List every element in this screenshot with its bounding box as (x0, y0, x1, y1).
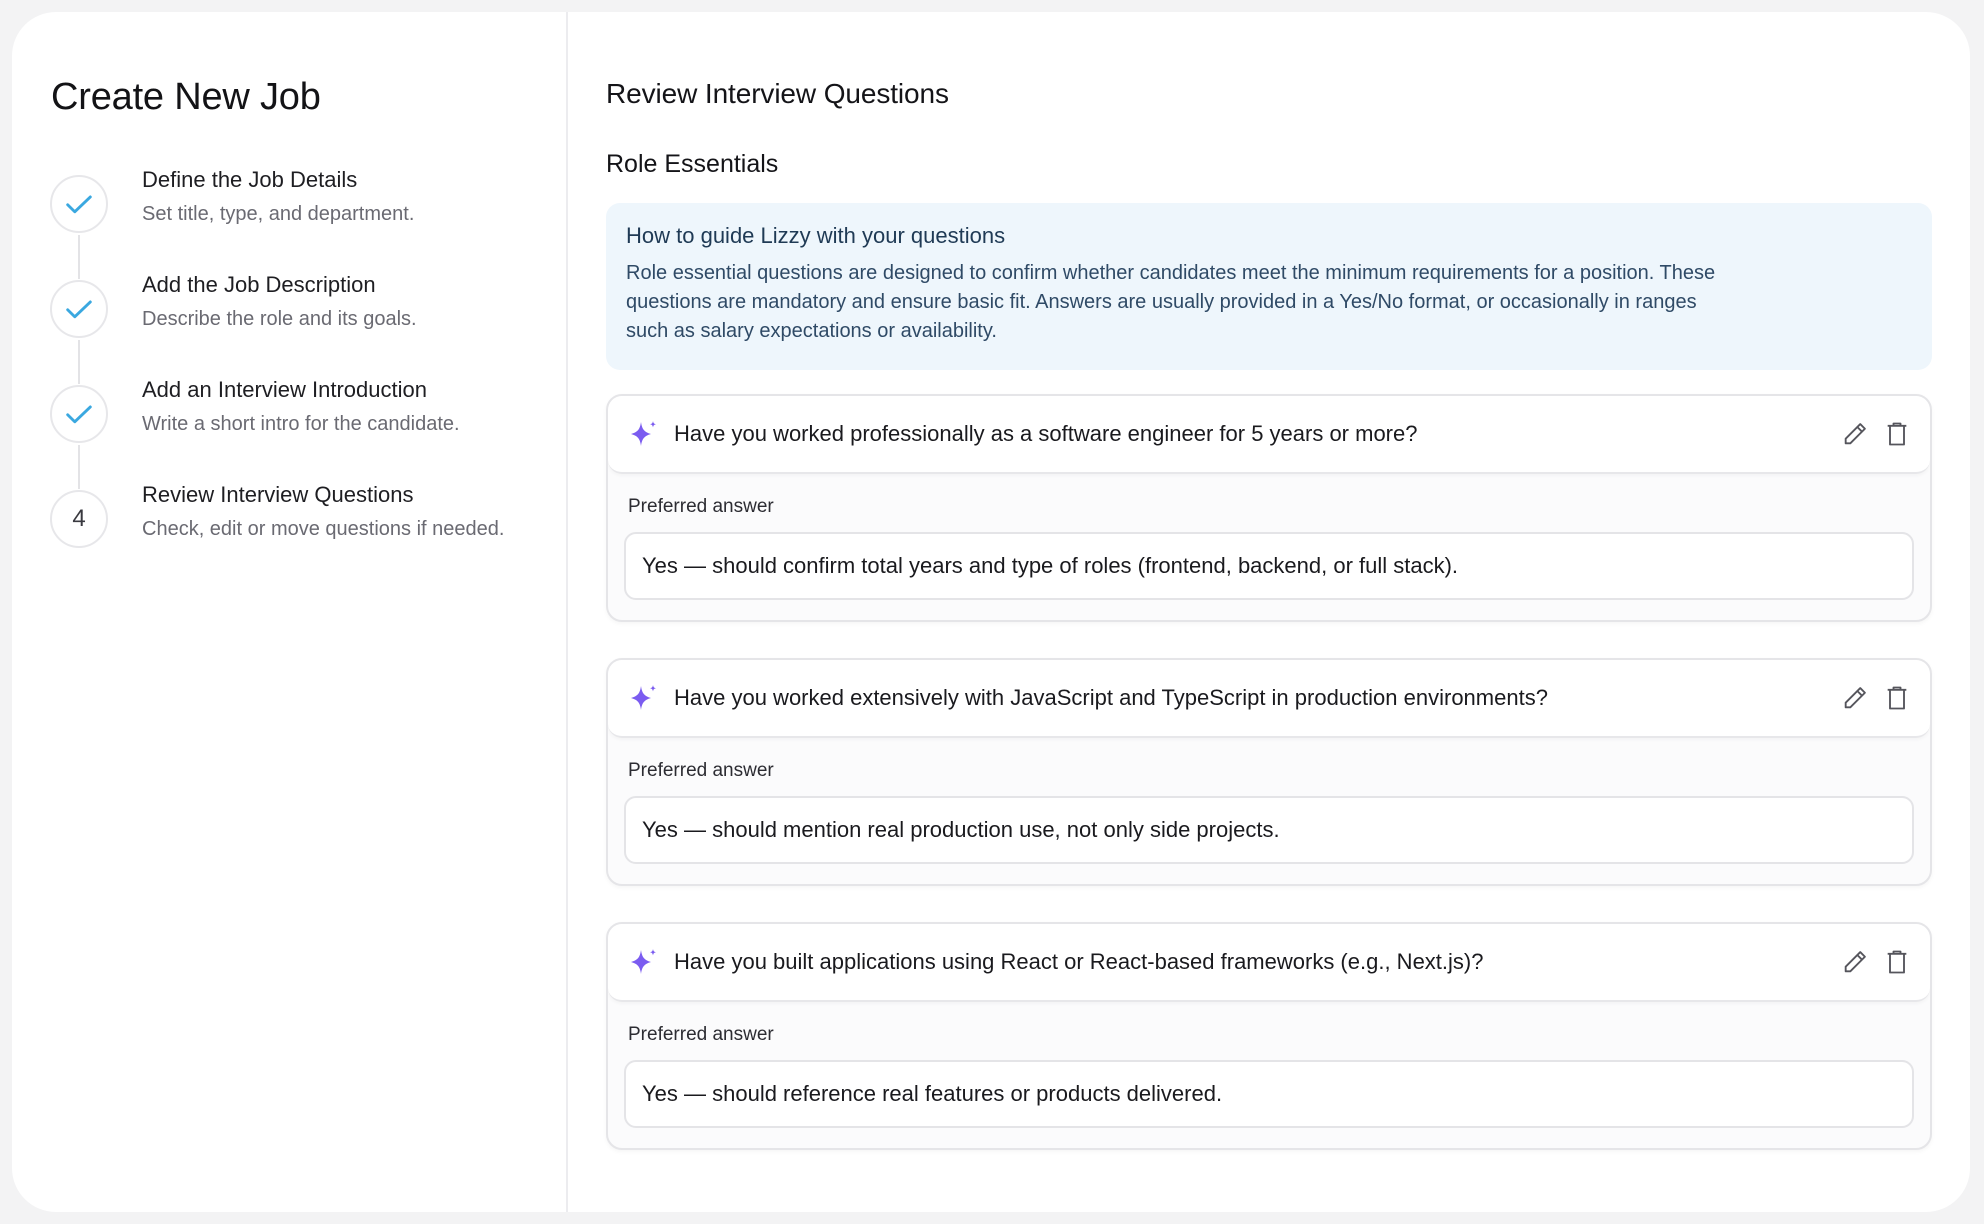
sparkle-icon (628, 946, 660, 978)
trash-icon (1883, 684, 1911, 712)
step-connector (78, 445, 80, 489)
preferred-answer-label: Preferred answer (628, 1024, 774, 1045)
question-header (608, 396, 1930, 474)
step-add-interview-introduction[interactable] (50, 371, 566, 476)
question-header (608, 924, 1930, 1002)
section-title: Role Essentials (606, 150, 779, 178)
step-connector (78, 340, 80, 384)
step-number: 4 (72, 505, 86, 532)
step-marker-done (50, 175, 108, 233)
check-icon (62, 292, 96, 326)
check-icon (62, 187, 96, 221)
step-title: Add an Interview Introduction (142, 377, 427, 402)
preferred-answer-field[interactable]: Yes — should mention real production use, not only side projects. (624, 796, 1914, 864)
step-marker-done (50, 385, 108, 443)
sidebar (12, 12, 568, 1212)
step-marker-done (50, 280, 108, 338)
question-header (608, 660, 1930, 738)
preferred-answer-field[interactable]: Yes — should reference real features or products delivered. (624, 1060, 1914, 1128)
main-content (568, 12, 1970, 1212)
sidebar-title: Create New Job (51, 76, 321, 118)
stepper (50, 161, 566, 581)
step-review-interview-questions[interactable] (50, 476, 566, 581)
preferred-answer-field[interactable]: Yes — should confirm total years and type of roles (frontend, backend, or full stack). (624, 532, 1914, 600)
edit-question-button[interactable] (1840, 947, 1870, 977)
step-add-job-description[interactable] (50, 266, 566, 371)
step-title: Review Interview Questions (142, 482, 414, 507)
page-title: Review Interview Questions (606, 78, 949, 109)
step-marker-current (50, 490, 108, 548)
question-card (606, 394, 1932, 622)
delete-question-button[interactable] (1882, 683, 1912, 713)
question-card (606, 922, 1932, 1150)
pencil-icon (1841, 948, 1869, 976)
step-title: Add the Job Description (142, 272, 376, 297)
step-title: Define the Job Details (142, 167, 358, 192)
question-text: Have you built applications using React or React-based frameworks (e.g., Next.js)? (674, 949, 1484, 974)
delete-question-button[interactable] (1882, 419, 1912, 449)
pencil-icon (1841, 420, 1869, 448)
pencil-icon (1841, 684, 1869, 712)
step-subtitle: Check, edit or move questions if needed. (142, 518, 505, 540)
sparkle-icon (628, 418, 660, 450)
guide-callout (606, 203, 1932, 370)
trash-icon (1883, 948, 1911, 976)
step-define-job-details[interactable] (50, 161, 566, 266)
trash-icon (1883, 420, 1911, 448)
preferred-answer-label: Preferred answer (628, 496, 774, 517)
question-text: Have you worked extensively with JavaScript and TypeScript in production environments? (674, 685, 1548, 710)
step-subtitle: Describe the role and its goals. (142, 308, 417, 330)
step-connector (78, 235, 80, 279)
step-subtitle: Set title, type, and department. (142, 203, 415, 225)
question-text: Have you worked professionally as a software engineer for 5 years or more? (674, 421, 1418, 446)
question-card (606, 658, 1932, 886)
step-subtitle: Write a short intro for the candidate. (142, 413, 460, 435)
sparkle-icon (628, 682, 660, 714)
preferred-answer-label: Preferred answer (628, 760, 774, 781)
guide-title: How to guide Lizzy with your questions (626, 223, 1006, 248)
guide-body: Role essential questions are designed to confirm whether candidates meet the minimum requirements for a position. These questions are mandatory and ensure basic fit. Answers are usually provided in a Yes/No format, or occasionally in ranges such as salary expectations or availability. (626, 262, 1716, 342)
delete-question-button[interactable] (1882, 947, 1912, 977)
check-icon (62, 397, 96, 431)
edit-question-button[interactable] (1840, 419, 1870, 449)
app-window (12, 12, 1970, 1212)
edit-question-button[interactable] (1840, 683, 1870, 713)
